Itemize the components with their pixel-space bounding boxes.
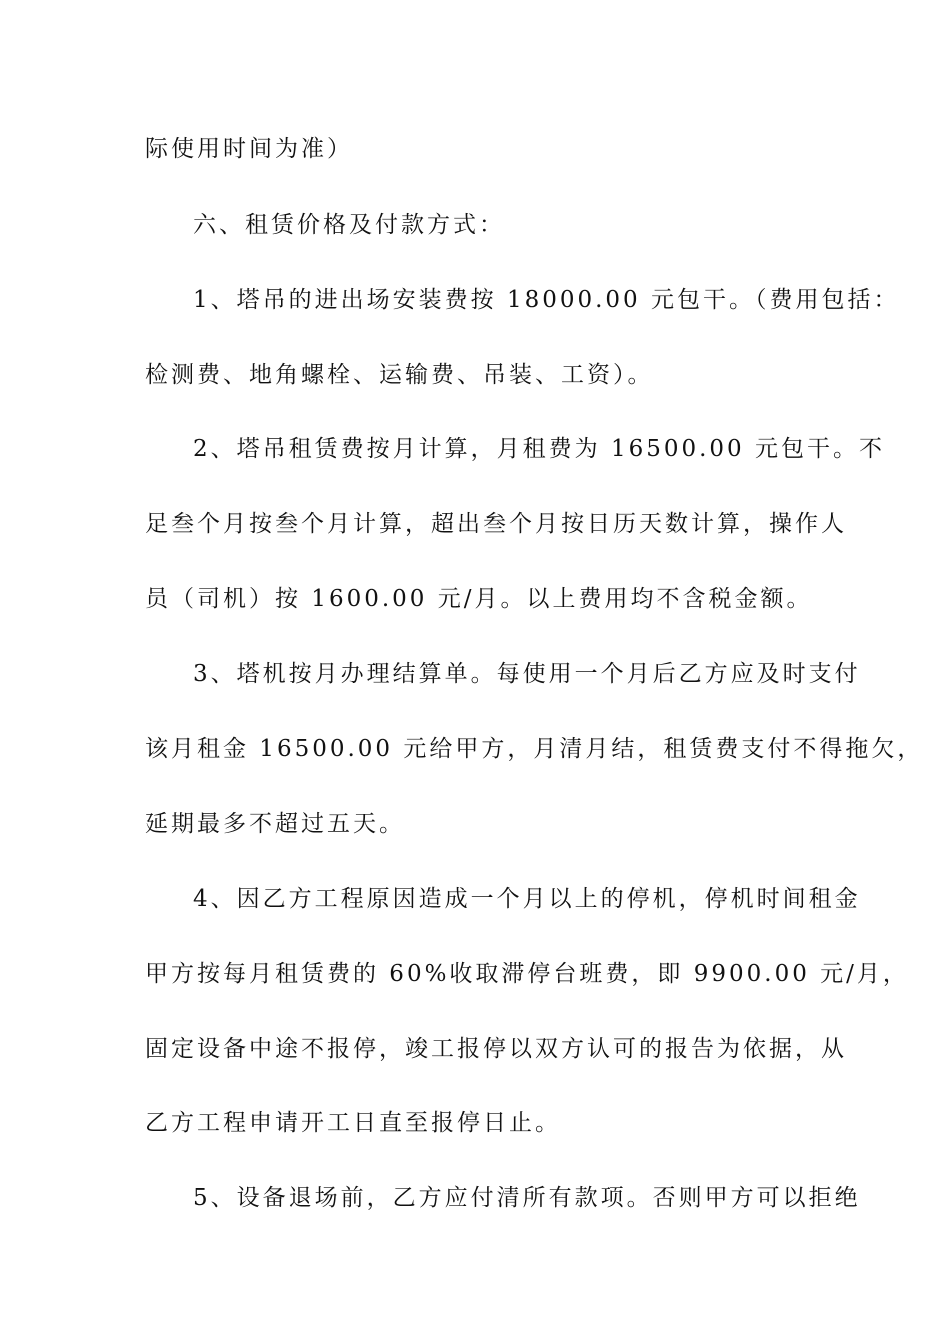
clause-3-line-2: 该月租金 16500.00 元给甲方，月清月结，租赁费支付不得拖欠， bbox=[145, 736, 924, 762]
clause-5-line-1: 5、设备退场前，乙方应付清所有款项。否则甲方可以拒绝 bbox=[193, 1185, 861, 1211]
clause-2-line-2: 足叁个月按叁个月计算，超出叁个月按日历天数计算，操作人 bbox=[145, 511, 847, 537]
clause-4-line-2: 甲方按每月租赁费的 60%收取滞停台班费，即 9900.00 元/月， bbox=[145, 961, 909, 987]
clause-1-line-2: 检测费、地角螺栓、运输费、吊装、工资）。 bbox=[145, 362, 654, 388]
clause-2-line-1: 2、塔吊租赁费按月计算，月租费为 16500.00 元包干。不 bbox=[193, 436, 885, 462]
section-heading-rental-price: 六、租赁价格及付款方式： bbox=[193, 212, 505, 238]
clause-4-line-4: 乙方工程申请开工日直至报停日止。 bbox=[145, 1110, 561, 1136]
clause-3-line-3: 延期最多不超过五天。 bbox=[145, 811, 405, 837]
text-line-1: 际使用时间为准） bbox=[145, 136, 353, 162]
clause-2-line-3: 员（司机）按 1600.00 元/月。以上费用均不含税金额。 bbox=[145, 586, 813, 612]
clause-3-line-1: 3、塔机按月办理结算单。每使用一个月后乙方应及时支付 bbox=[193, 661, 861, 687]
clause-4-line-1: 4、因乙方工程原因造成一个月以上的停机，停机时间租金 bbox=[193, 886, 861, 912]
clause-4-line-3: 固定设备中途不报停，竣工报停以双方认可的报告为依据，从 bbox=[145, 1036, 847, 1062]
clause-1-line-1: 1、塔吊的进出场安装费按 18000.00 元包干。（费用包括： bbox=[193, 287, 900, 313]
